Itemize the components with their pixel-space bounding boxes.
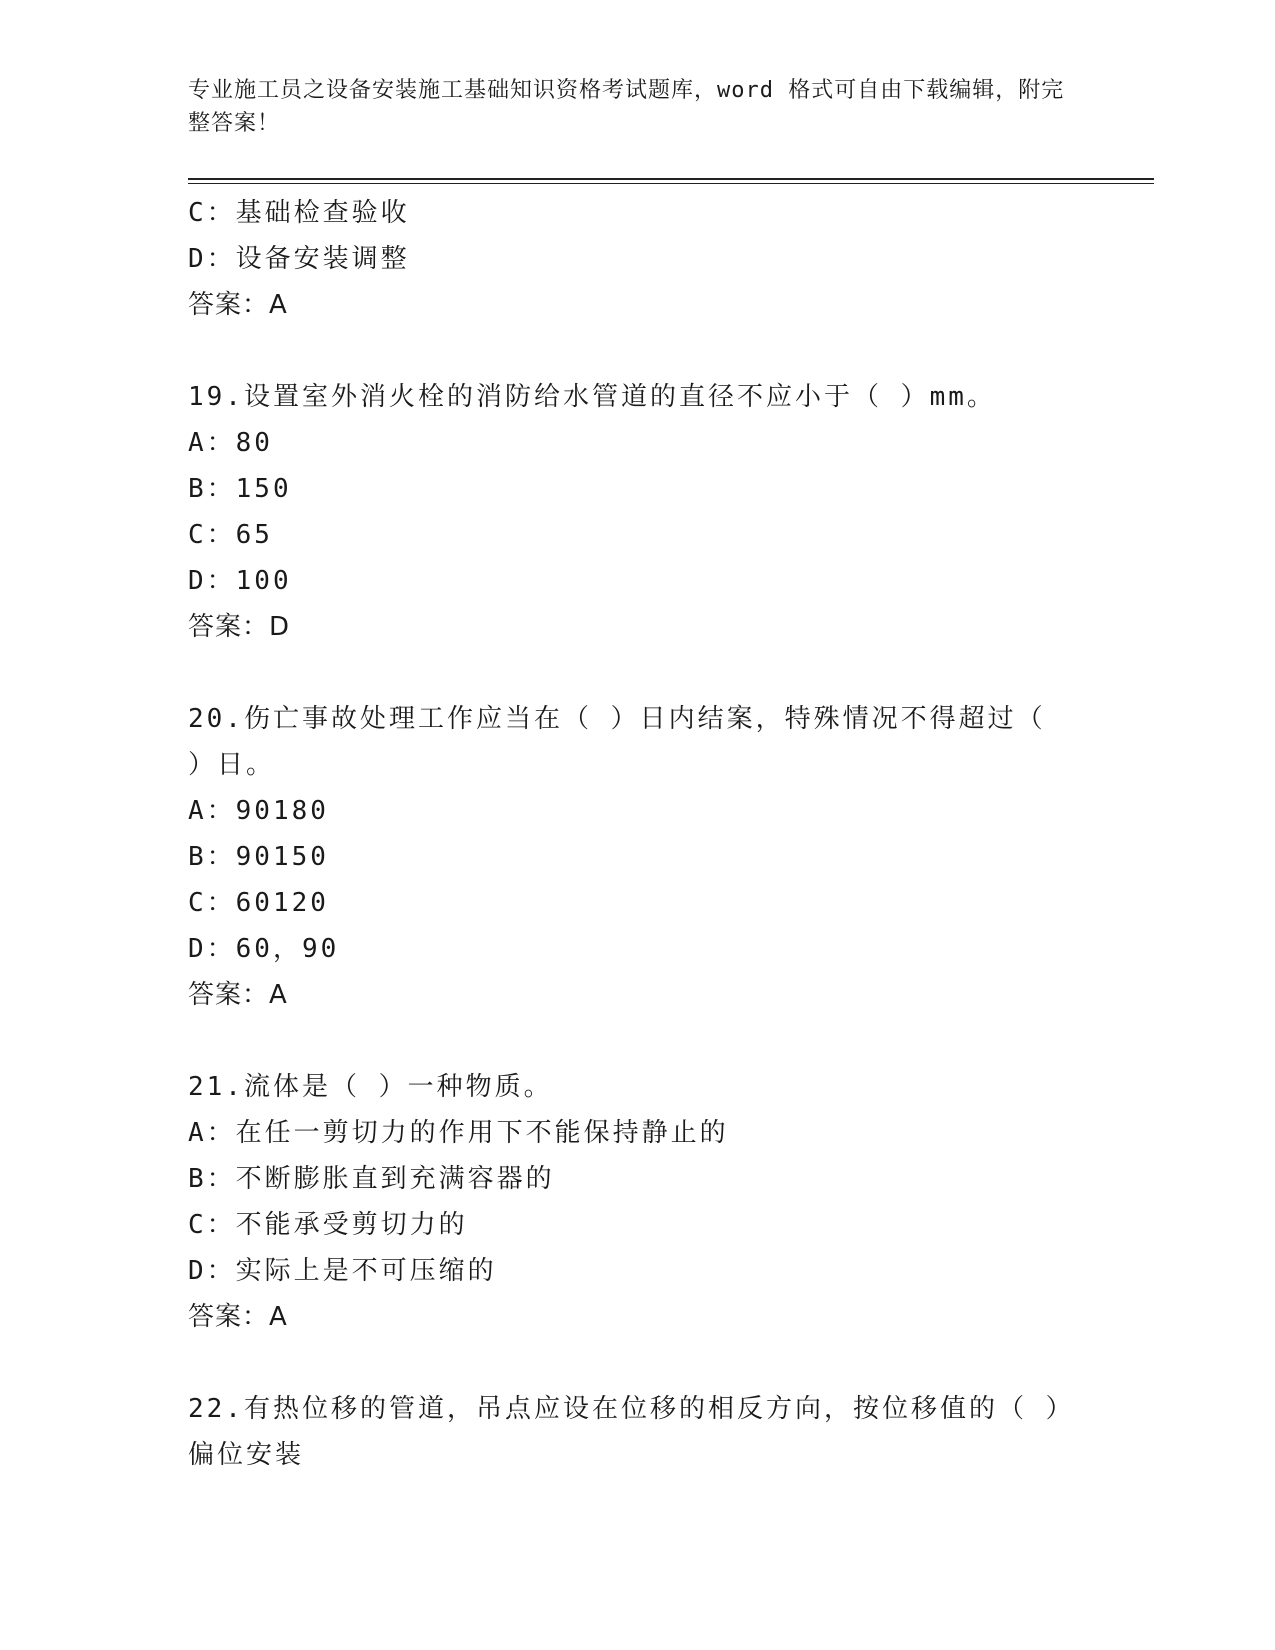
spacer — [188, 1340, 1068, 1386]
option-c: C：不能承受剪切力的 — [188, 1210, 468, 1240]
option-d: D：100 — [188, 566, 292, 596]
answer-label: 答案：D — [188, 612, 291, 642]
option-b: B：90150 — [188, 842, 329, 872]
answer-label: 答案：A — [188, 290, 288, 320]
question-stem: 20.伤亡事故处理工作应当在（ ）日内结案，特殊情况不得超过（ ）日。 — [188, 704, 1046, 780]
question-stem: 22.有热位移的管道，吊点应设在位移的相反方向，按位移值的（ ）偏位安装 — [188, 1394, 1062, 1470]
option-a: A：80 — [188, 428, 273, 458]
question-21 — [188, 1064, 1068, 1340]
question-list — [188, 190, 1068, 1478]
header-divider-thin — [188, 183, 1154, 184]
header-divider-thick — [188, 178, 1154, 180]
option-c: C：60120 — [188, 888, 329, 918]
answer-label: 答案：A — [188, 1302, 288, 1332]
question-20 — [188, 696, 1068, 1018]
page-header: 专业施工员之设备安装施工基础知识资格考试题库，word 格式可自由下载编辑，附完整答案！ — [188, 78, 1065, 136]
option-b: B：150 — [188, 474, 292, 504]
option-b: B：不断膨胀直到充满容器的 — [188, 1164, 555, 1194]
question-stem: 19.设置室外消火栓的消防给水管道的直径不应小于（ ）mm。 — [188, 382, 996, 412]
option-d: D：设备安装调整 — [188, 244, 410, 274]
question-22 — [188, 1386, 1068, 1478]
question-19 — [188, 374, 1068, 650]
option-c: C：基础检查验收 — [188, 198, 410, 228]
spacer — [188, 328, 1068, 374]
option-a: A：在任一剪切力的作用下不能保持静止的 — [188, 1118, 729, 1148]
option-a: A：90180 — [188, 796, 329, 826]
option-d: D：实际上是不可压缩的 — [188, 1256, 497, 1286]
spacer — [188, 1018, 1068, 1064]
option-d: D：60，90 — [188, 934, 340, 964]
answer-label: 答案：A — [188, 980, 288, 1010]
question-stem: 21.流体是（ ）一种物质。 — [188, 1072, 553, 1102]
question-18-tail — [188, 190, 1068, 328]
spacer — [188, 650, 1068, 696]
option-c: C：65 — [188, 520, 273, 550]
